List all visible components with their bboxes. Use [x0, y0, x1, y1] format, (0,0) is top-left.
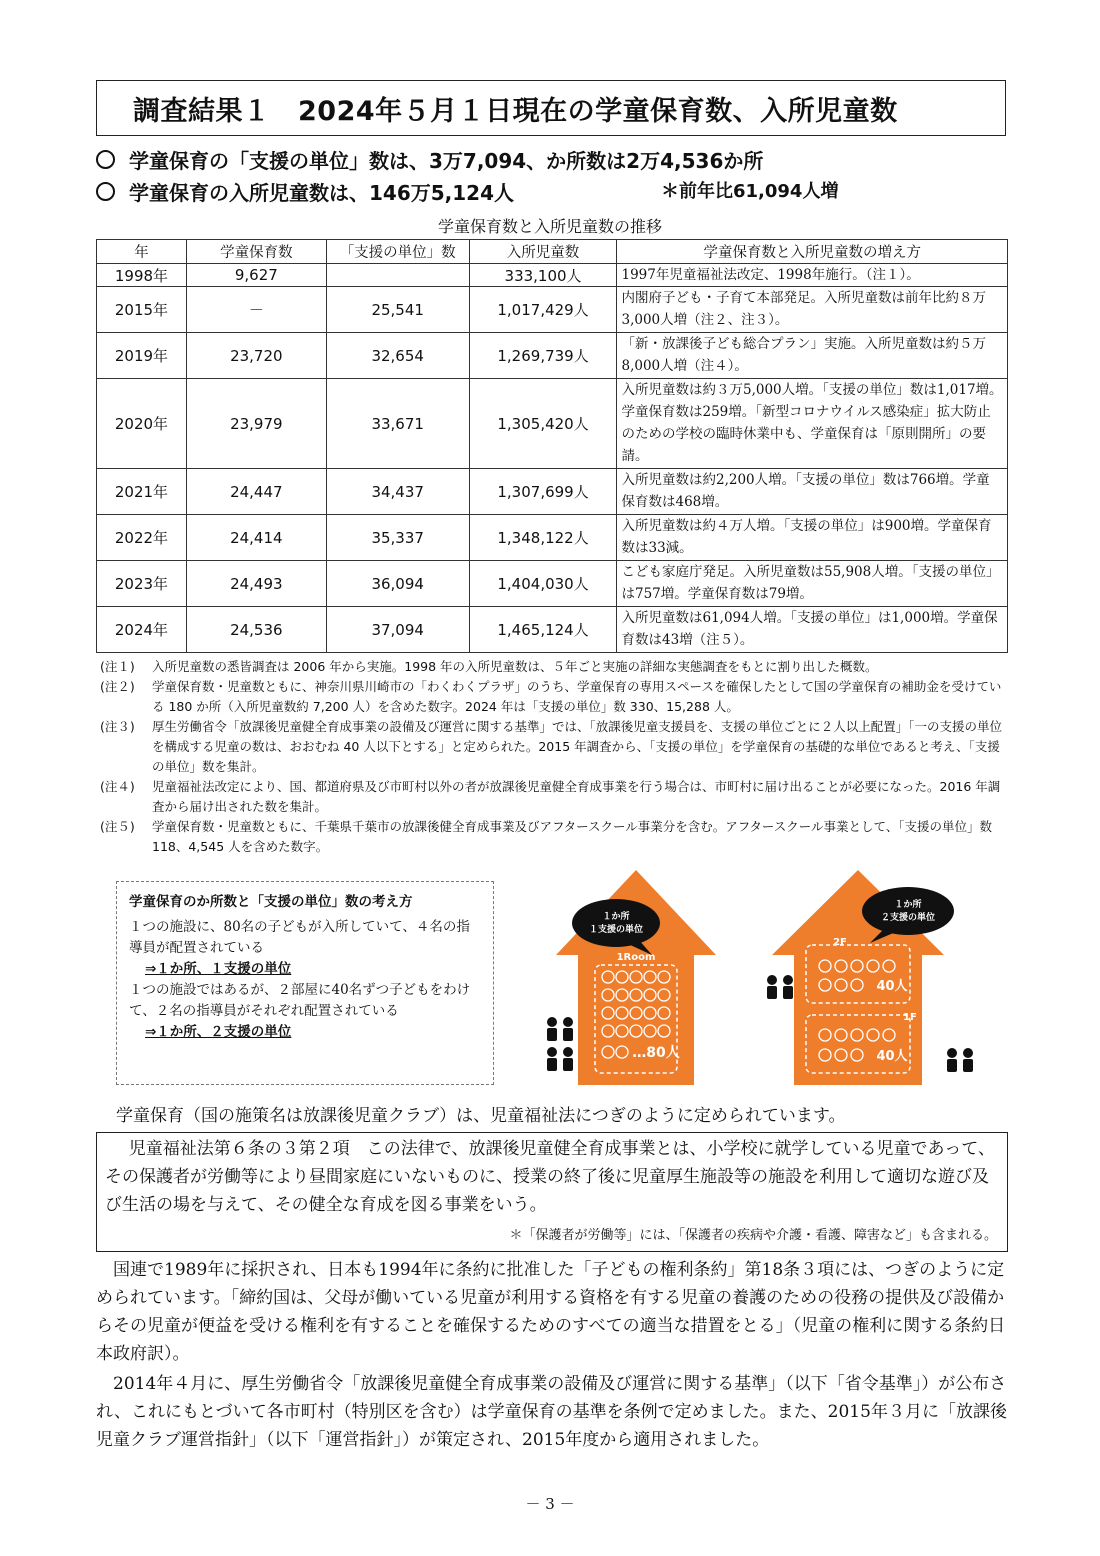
cell-units: 35,337: [326, 515, 469, 561]
concept-box: [116, 881, 494, 1085]
floor-1-count: 40人: [876, 1049, 908, 1064]
cell-children: 1,017,429人: [469, 287, 617, 333]
table-row: [97, 264, 1008, 287]
table-row: [97, 287, 1008, 333]
cell-desc: 入所児童数は約３万5,000人増。「支援の単位」数は1,017増。学童保育数は259増。「新型コロナウイルス感染症」拡大防止のための学校の臨時休業中も、学童保育は「原則開所」の要請。: [617, 379, 1008, 469]
footnote-text: 学童保育数・児童数ともに、千葉県千葉市の放課後健全育成事業及びアフタースクール事業分を含む。アフタースクール事業として、「支援の単位」数 118、4,545 人を含めた数字。: [152, 819, 993, 854]
bubble-1-line-1: １か所: [602, 912, 630, 922]
footnote: [100, 657, 1010, 677]
paragraph-rights-convention: 国連で1989年に採択され、日本も1994年に条約に批准した「子どもの権利条約」第18条３項には、つぎのように定められています。「締約国は、父母が働いている児童が利用する資格を有する児童の養護のための役務の提供及び設備からその児童が便益を受ける権利を有することを確保するためのすべての適当な措置をとる」（児童の権利に関する条約日本政府訳）。: [96, 1260, 1006, 1364]
cell-year: 1998年: [97, 264, 187, 287]
cell-children: 1,305,420人: [469, 379, 617, 469]
law-text: 児童福祉法第６条の３第２項 この法律で、放課後児童健全育成事業とは、小学校に就学している児童であって、その保護者が労働等により昼間家庭にいないものに、授業の終了後に児童厚生施設等の施設を利用して適切な遊び及び生活の場を与えて、その健全な育成を図る事業をいう。: [105, 1139, 995, 1215]
summary-bullet-2: [96, 177, 839, 206]
cell-facilities: 9,627: [186, 264, 326, 287]
footnote-text: 厚生労働省令「放課後児童健全育成事業の設備及び運営に関する基準」では、「放課後児童支援員を、支援の単位ごとに２人以上配置」「一の支援の単位を構成する児童の数は、おおむね 40 人以下とする」と定められた。2015 年調査から、「支援の単位」を学童保育の基礎的な単位であると考え、「支援の単位」数を集計。: [152, 719, 1003, 774]
cell-facilities: 23,720: [186, 333, 326, 379]
table-row: [97, 515, 1008, 561]
table-row: [97, 607, 1008, 653]
floor-1-label: 1F: [903, 1012, 917, 1023]
table-row: [97, 333, 1008, 379]
table-row: [97, 561, 1008, 607]
cell-units: 37,094: [326, 607, 469, 653]
cell-year: 2020年: [97, 379, 187, 469]
cell-units: 36,094: [326, 561, 469, 607]
cell-year: 2015年: [97, 287, 187, 333]
concept-title: 学童保育のか所数と「支援の単位」数の考え方: [129, 894, 413, 910]
table-header-row: [97, 240, 1008, 264]
footnote: [100, 817, 1010, 857]
footnote-text: 児童福祉法改定により、国、都道府県及び市町村以外の者が放課後児童健全育成事業を行う場合は、市町村に届け出ることが必要になった。2016 年調査から届け出された数を集計。: [152, 779, 1001, 814]
staff-icons-1: [547, 1017, 573, 1071]
cell-desc: 「新・放課後子ども総合プラン」実施。入所児童数は約５万8,000人増（注４）。: [617, 333, 1008, 379]
footnote-key: (注５): [100, 819, 135, 834]
page-number: － 3 －: [525, 1495, 575, 1513]
house-illustration: [540, 865, 1020, 1095]
cell-facilities: 24,414: [186, 515, 326, 561]
cell-units: 34,437: [326, 469, 469, 515]
cell-year: 2024年: [97, 607, 187, 653]
floor-2-label: 2F: [833, 937, 847, 948]
cell-children: 1,269,739人: [469, 333, 617, 379]
cell-year: 2021年: [97, 469, 187, 515]
house-1-room-label: 1Room: [616, 952, 656, 963]
cell-facilities: －: [186, 287, 326, 333]
cell-children: 1,404,030人: [469, 561, 617, 607]
paragraph-standards: 2014年４月に、厚生労働省令「放課後児童健全育成事業の設備及び運営に関する基準」（以下「省令基準」）が公布され、これにもとづいて各市町村（特別区を含む）は学童保育の基準を条例で定めました。また、2015年３月に「放課後児童クラブ運営指針」（以下「運営指針」）が策定され、2015年度から適用されました。: [96, 1374, 1007, 1450]
bubble-2-line-1: １か所: [894, 900, 922, 910]
footnote-key: (注３): [100, 719, 135, 734]
cell-year: 2023年: [97, 561, 187, 607]
house-1-count: …80人: [632, 1045, 680, 1061]
title-box: [96, 80, 1006, 136]
cell-facilities: 24,447: [186, 469, 326, 515]
bubble-1-line-2: １支援の単位: [588, 925, 644, 935]
cell-units: 33,671: [326, 379, 469, 469]
footnote-key: (注４): [100, 779, 135, 794]
stats-table: [96, 239, 1008, 653]
concept-line-1: １つの施設に、80名の子どもが入所していて、４名の指導員が配置されている: [129, 919, 470, 956]
speech-bubble-2: [862, 887, 954, 935]
speech-bubble-1: [572, 899, 660, 947]
concept-arrow-1: ⇒１か所、１支援の単位: [145, 961, 292, 977]
law-box: [96, 1132, 1008, 1252]
header-children: 入所児童数: [469, 240, 617, 264]
cell-desc: 入所児童数は61,094人増。「支援の単位」は1,000増。学童保育数は43増（注５）。: [617, 607, 1008, 653]
footnote-text: 入所児童数の悉皆調査は 2006 年から実施。1998 年の入所児童数は、５年ごと実施の詳細な実態調査をもとに割り出した概数。: [152, 659, 878, 674]
concept-arrow-2: ⇒１か所、２支援の単位: [145, 1024, 292, 1040]
bubble-2-line-2: ２支援の単位: [880, 913, 936, 923]
footnote: [100, 777, 1010, 817]
header-year: 年: [97, 240, 187, 264]
footnote: [100, 717, 1010, 777]
footnote-text: 学童保育数・児童数ともに、神奈川県川崎市の「わくわくプラザ」のうち、学童保育の専用スペースを確保したとして国の学童保育の補助金を受けている 180 か所（入所児童数約 7,200 人）を含めた数字。2024 年は「支援の単位」数 330、15,288 人。: [152, 679, 1002, 714]
table-row: [97, 469, 1008, 515]
circle-icon: [96, 182, 115, 201]
cell-year: 2022年: [97, 515, 187, 561]
cell-facilities: 23,979: [186, 379, 326, 469]
summary-note: ＊前年比61,094人増: [661, 181, 839, 202]
cell-desc: こども家庭庁発足。入所児童数は55,908人増。「支援の単位」は757増。学童保育数は79増。: [617, 561, 1008, 607]
cell-units: 32,654: [326, 333, 469, 379]
cell-children: 1,348,122人: [469, 515, 617, 561]
cell-children: 1,307,699人: [469, 469, 617, 515]
cell-units: [326, 264, 469, 287]
cell-children: 333,100人: [469, 264, 617, 287]
cell-facilities: 24,493: [186, 561, 326, 607]
cell-desc: 入所児童数は約2,200人増。「支援の単位」数は766増。学童保育数は468増。: [617, 469, 1008, 515]
cell-units: 25,541: [326, 287, 469, 333]
cell-desc: 入所児童数は約４万人増。「支援の単位」は900増。学童保育数は33減。: [617, 515, 1008, 561]
page-title: 調査結果１ 2024年５月１日現在の学童保育数、入所児童数: [133, 95, 898, 127]
table-caption: 学童保育数と入所児童数の推移: [437, 217, 662, 236]
header-units: 「支援の単位」数: [326, 240, 469, 264]
cell-facilities: 24,536: [186, 607, 326, 653]
cell-year: 2019年: [97, 333, 187, 379]
header-desc: 学童保育数と入所児童数の増え方: [617, 240, 1008, 264]
summary-text-1: 学童保育の「支援の単位」数は、3万7,094、か所数は2万4,536か所: [129, 149, 764, 173]
intro-paragraph: 学童保育（国の施策名は放課後児童クラブ）は、児童福祉法につぎのように定められています。: [116, 1106, 846, 1126]
cell-desc: 内閣府子ども・子育て本部発足。入所児童数は前年比約８万3,000人増（注２、注３）。: [617, 287, 1008, 333]
table-row: [97, 379, 1008, 469]
footnotes: [100, 657, 1010, 857]
cell-children: 1,465,124人: [469, 607, 617, 653]
summary-bullet-1: [96, 145, 763, 174]
footnote-key: (注１): [100, 659, 135, 674]
footnote-key: (注２): [100, 679, 135, 694]
circle-icon: [96, 150, 115, 169]
summary-text-2: 学童保育の入所児童数は、146万5,124人: [129, 181, 515, 205]
law-note: ＊「保護者が労働等」には、「保護者の疾病や介護・看護、障害など」も含まれる。: [509, 1228, 997, 1243]
floor-2-count: 40人: [876, 979, 908, 994]
cell-desc: 1997年児童福祉法改定、1998年施行。（注１）。: [617, 264, 1008, 287]
concept-line-2: １つの施設ではあるが、２部屋に40名ずつ子どもをわけて、２名の指導員がそれぞれ配置されている: [129, 982, 471, 1019]
header-facilities: 学童保育数: [186, 240, 326, 264]
footnote: [100, 677, 1010, 717]
